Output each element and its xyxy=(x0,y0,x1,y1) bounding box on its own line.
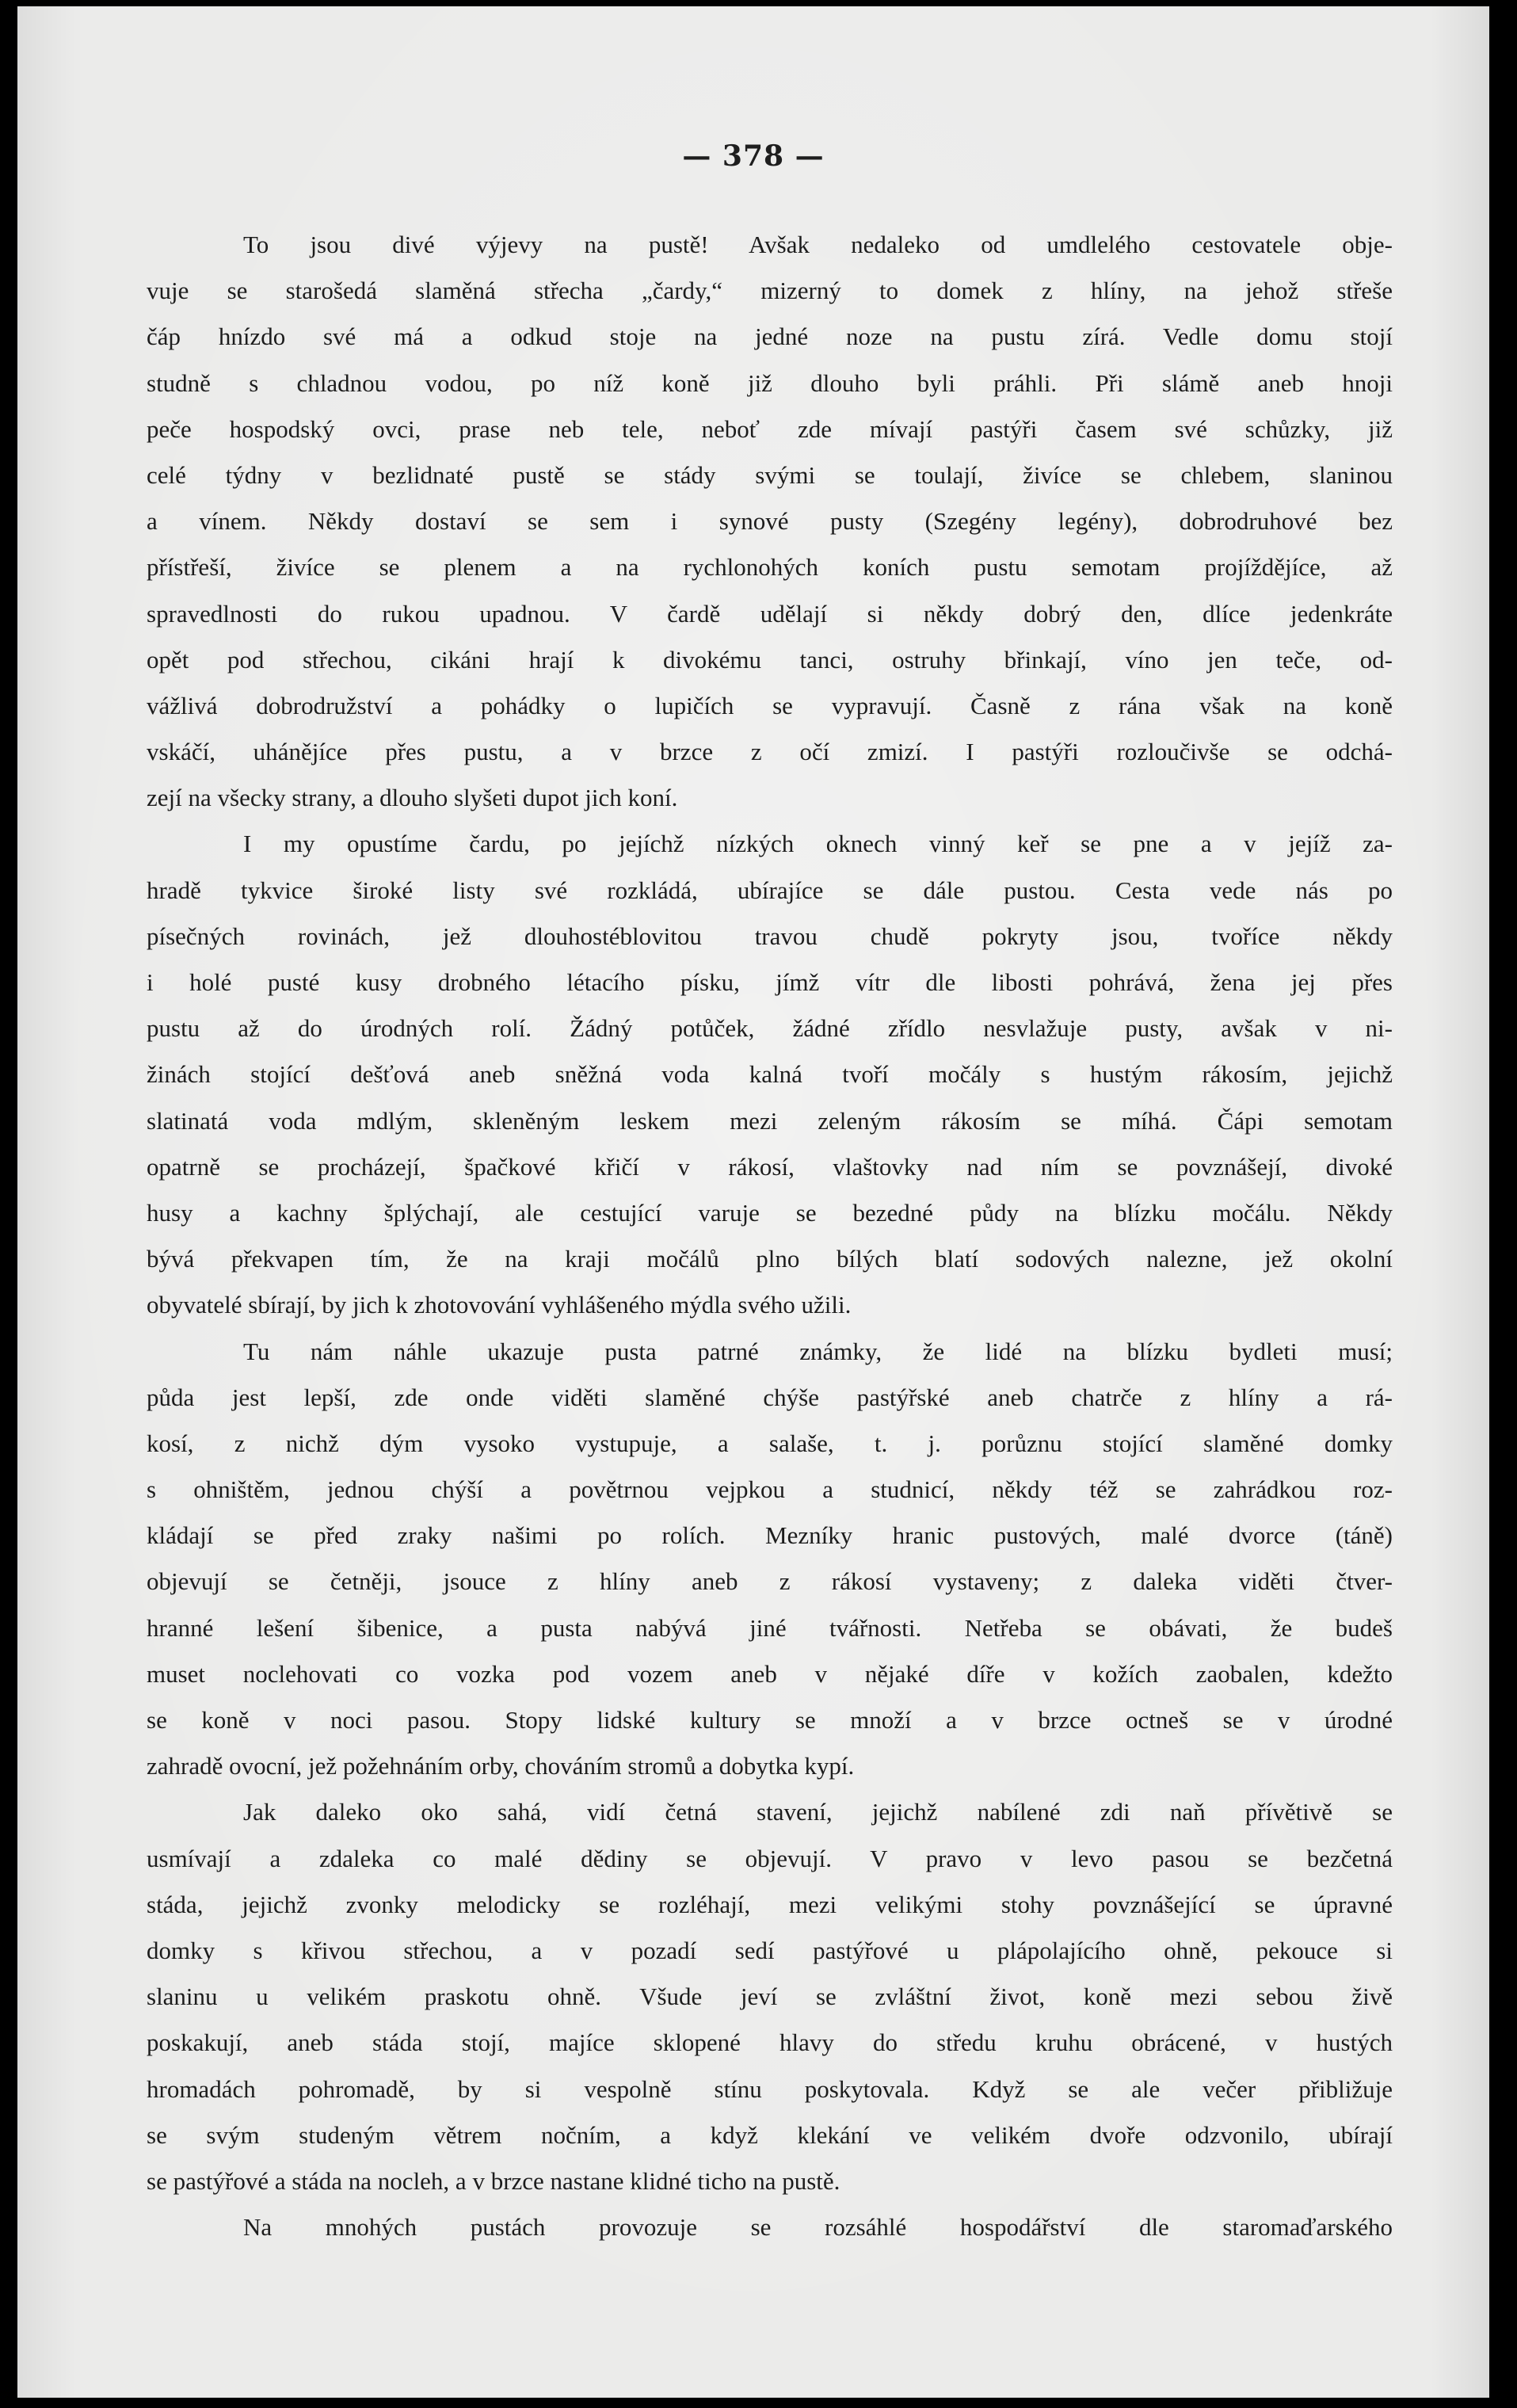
text-line: i holé pusté kusy drobného létacího písku, jímž vítr dle libosti pohrává, žena jej přes xyxy=(147,968,1393,996)
text-line: přístřeší, živíce se plenem a na rychlonohých koních pustu semotam projíždějíce, až xyxy=(147,553,1393,582)
text-line: zejí na všecky strany, a dlouho slyšeti dupot jich koní. xyxy=(147,784,678,812)
text-line: kosí, z nichž dým vysoko vystupuje, a salaše, t. j. porůznu stojící slaměné domky xyxy=(147,1429,1393,1457)
text-line: zahradě ovocní, jež požehnáním orby, chováním stromů a dobytka kypí. xyxy=(147,1752,855,1780)
text-line: To jsou divé výjevy na pustě! Avšak nedaleko od umdlelého cestovatele obje- xyxy=(243,231,1393,258)
text-line: muset noclehovati co vozka pod vozem aneb v nějaké díře v kožích zaobalen, kdežto xyxy=(147,1659,1393,1688)
text-line: Na mnohých pustách provozuje se rozsáhlé hospodářství dle staromaďarského xyxy=(243,2213,1393,2242)
body-text xyxy=(147,222,1393,2250)
text-line: obyvatelé sbírají, by jich k zhotovování vyhlášeného mýdla svého užili. xyxy=(147,1291,852,1319)
text-line: vuje se starošedá slaměná střecha „čardy,“ mizerný to domek z hlíny, na jehož střeše xyxy=(147,277,1393,305)
paragraph xyxy=(147,821,1393,1328)
text-line: se svým studeným větrem nočním, a když klekání ve velikém dvoře odzvonilo, ubírají xyxy=(147,2120,1393,2149)
text-line: domky s křivou střechou, a v pozadí sedí pastýřové u plápolajícího ohně, pekouce si xyxy=(147,1936,1393,1964)
text-line: se koně v noci pasou. Stopy lidské kultury se množí a v brzce octneš se v úrodné xyxy=(147,1706,1393,1734)
text-line: husy a kachny šplýchají, ale cestující varuje se bezedné půdy na blízku močálu. Někdy xyxy=(147,1198,1393,1227)
text-line: žinách stojící dešťová aneb sněžná voda kalná tvoří močály s hustým rákosím, jejichž xyxy=(147,1060,1393,1089)
paragraph xyxy=(147,222,1393,821)
text-line: pustu až do úrodných rolí. Žádný potůček, žádné zřídlo nesvlažuje pusty, avšak v ni- xyxy=(147,1014,1393,1043)
book-page xyxy=(17,6,1489,2398)
text-line: hradě tykvice široké listy své rozkládá, ubírajíce se dále pustou. Cesta vede nás po xyxy=(147,876,1393,904)
text-line: usmívají a zdaleka co malé dědiny se objevují. V pravo v levo pasou se bezčetná xyxy=(147,1844,1393,1872)
paragraph xyxy=(147,2204,1393,2250)
text-line: slaninu u velikém praskotu ohně. Všude jeví se zvláštní život, koně mezi sebou živě xyxy=(147,1982,1393,2011)
text-line: s ohništěm, jednou chýší a povětrnou vejpkou a studnicí, někdy též se zahrádkou roz- xyxy=(147,1475,1393,1504)
text-line: studně s chladnou vodou, po níž koně již dlouho byli práhli. Při slámě aneb hnoji xyxy=(147,368,1393,397)
text-line: opatrně se procházejí, špačkové křičí v rákosí, vlaštovky nad ním se povznášejí, divoké xyxy=(147,1152,1393,1181)
text-line: kládají se před zraky našimi po rolích. Mezníky hranic pustových, malé dvorce (táně) xyxy=(147,1521,1393,1550)
text-line: hranné lešení šibenice, a pusta nabývá jiné tvářnosti. Netřeba se obávati, že budeš xyxy=(147,1613,1393,1642)
text-line: Jak daleko oko sahá, vidí četná stavení, jejichž nabílené zdi naň přívětivě se xyxy=(243,1798,1393,1826)
text-line: objevují se četněji, jsouce z hlíny aneb z rákosí vystaveny; z daleka viděti čtver- xyxy=(147,1567,1393,1596)
text-line: opět pod střechou, cikáni hrají k divokému tanci, ostruhy břinkají, víno jen teče, od- xyxy=(147,645,1393,674)
text-line: poskakují, aneb stáda stojí, majíce sklopené hlavy do středu kruhu obrácené, v hustých xyxy=(147,2028,1393,2057)
text-line: čáp hnízdo své má a odkud stoje na jedné noze na pustu zírá. Vedle domu stojí xyxy=(147,322,1393,351)
text-line: se pastýřové a stáda na nocleh, a v brzce nastane klidné ticho na pustě. xyxy=(147,2166,840,2195)
text-line: I my opustíme čardu, po jejíchž nízkých oknech vinný keř se pne a v jejíž za- xyxy=(243,830,1393,858)
text-line: vskáčí, uhánějíce přes pustu, a v brzce z očí zmizí. I pastýři rozloučivše se odchá- xyxy=(147,738,1393,766)
text-line: písečných rovinách, jež dlouhostéblovitou travou chudě pokryty jsou, tvoříce někdy xyxy=(147,922,1393,950)
text-line: spravedlnosti do rukou upadnou. V čardě udělají si někdy dobrý den, dlíce jedenkráte xyxy=(147,599,1393,628)
text-line: celé týdny v bezlidnaté pustě se stády svými se toulají, živíce se chlebem, slaninou xyxy=(147,460,1393,489)
paragraph xyxy=(147,1789,1393,2204)
paragraph xyxy=(147,1329,1393,1790)
text-line: hromadách pohromadě, by si vespolně stínu poskytovala. Když se ale večer přibližuje xyxy=(147,2074,1393,2103)
text-line: půda jest lepší, zde onde viděti slaměné chýše pastýřské aneb chatrče z hlíny a rá- xyxy=(147,1383,1393,1411)
text-line: bývá překvapen tím, že na kraji močálů plno bílých blatí sodových nalezne, jež okolní xyxy=(147,1245,1393,1273)
text-line: peče hospodský ovci, prase neb tele, neboť zde mívají pastýři časem své schůzky, již xyxy=(147,414,1393,443)
page-number: — 378 — xyxy=(682,139,825,173)
text-line: Tu nám náhle ukazuje pusta patrné známky, že lidé na blízku bydleti musí; xyxy=(243,1337,1393,1365)
text-line: stáda, jejichž zvonky melodicky se rozléhají, mezi velikými stohy povznášející se úpravné xyxy=(147,1890,1393,1918)
text-line: vážlivá dobrodružství a pohádky o lupičích se vypravují. Časně z rána však na koně xyxy=(147,691,1393,719)
text-line: a vínem. Někdy dostaví se sem i synové pusty (Szegény legény), dobrodruhové bez xyxy=(147,507,1393,536)
text-line: slatinatá voda mdlým, skleněným leskem mezi zeleným rákosím se míhá. Čápi semotam xyxy=(147,1106,1393,1135)
